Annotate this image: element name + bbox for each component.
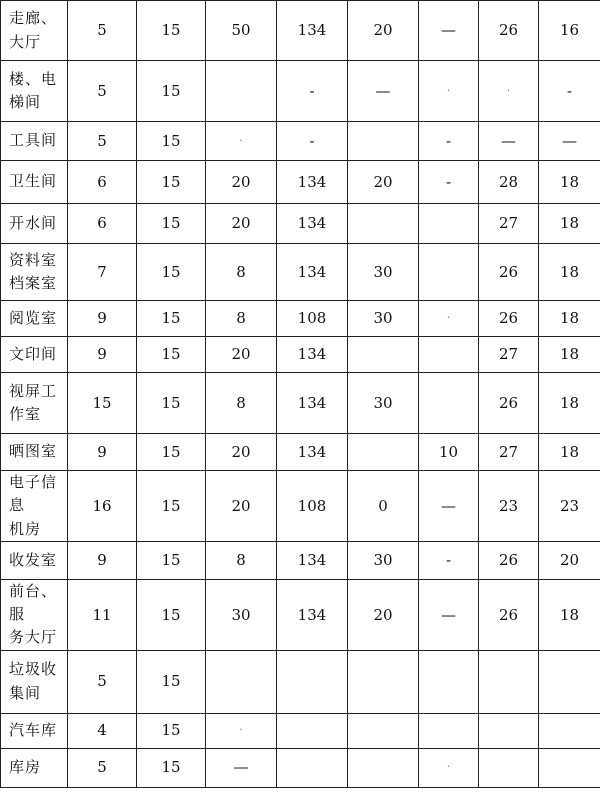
value-cell: 134 [277, 1, 348, 61]
value-cell: 134 [277, 161, 348, 204]
value-cell [348, 337, 419, 373]
value-cell: 26 [479, 1, 539, 61]
value-cell: 20 [348, 161, 419, 204]
value-cell: 134 [277, 434, 348, 471]
value-cell: 27 [479, 204, 539, 244]
value-cell: · [419, 748, 479, 787]
value-cell [419, 204, 479, 244]
value-cell: 108 [277, 471, 348, 542]
value-cell [479, 748, 539, 787]
value-cell [539, 713, 600, 748]
value-cell: 9 [68, 301, 137, 337]
value-cell [277, 713, 348, 748]
table-row [1, 204, 600, 244]
value-cell: 15 [137, 1, 206, 61]
value-cell: 26 [479, 301, 539, 337]
value-cell: 0 [348, 471, 419, 542]
value-cell: 23 [479, 471, 539, 542]
value-cell: 15 [137, 713, 206, 748]
value-cell: 5 [68, 61, 137, 122]
value-cell: 15 [137, 244, 206, 301]
value-cell [348, 713, 419, 748]
room-name-cell: 电子信息 机房 [1, 471, 68, 542]
value-cell: 18 [539, 434, 600, 471]
value-cell: 28 [479, 161, 539, 204]
table-row [1, 471, 600, 542]
value-cell: 5 [68, 122, 137, 161]
value-cell: 5 [68, 650, 137, 713]
value-cell [348, 748, 419, 787]
table-row [1, 161, 600, 204]
table-row [1, 713, 600, 748]
value-cell [206, 61, 277, 122]
table-row [1, 301, 600, 337]
value-cell: 7 [68, 244, 137, 301]
value-cell: 134 [277, 373, 348, 434]
value-cell: 16 [68, 471, 137, 542]
value-cell: · [479, 61, 539, 122]
value-cell: 134 [277, 204, 348, 244]
value-cell: 18 [539, 244, 600, 301]
value-cell: 9 [68, 434, 137, 471]
table-row [1, 541, 600, 579]
room-name-cell: 库房 [1, 748, 68, 787]
value-cell: 30 [348, 244, 419, 301]
value-cell [419, 713, 479, 748]
value-cell: 26 [479, 541, 539, 579]
value-cell: 15 [137, 161, 206, 204]
value-cell: 8 [206, 373, 277, 434]
value-cell: 15 [137, 579, 206, 650]
table-row [1, 1, 600, 61]
value-cell: 15 [137, 301, 206, 337]
table-row [1, 61, 600, 122]
value-cell: 15 [68, 373, 137, 434]
value-cell: 15 [137, 337, 206, 373]
value-cell: 15 [137, 434, 206, 471]
value-cell: 8 [206, 244, 277, 301]
room-name-cell: 工具间 [1, 122, 68, 161]
value-cell: 15 [137, 204, 206, 244]
value-cell: 20 [206, 337, 277, 373]
value-cell: - [419, 161, 479, 204]
value-cell: — [419, 579, 479, 650]
value-cell: - [277, 61, 348, 122]
value-cell: 20 [539, 541, 600, 579]
table-row [1, 579, 600, 650]
room-name-cell: 视屏工 作室 [1, 373, 68, 434]
room-name-cell: 资料室 档案室 [1, 244, 68, 301]
room-name-cell: 汽车库 [1, 713, 68, 748]
value-cell: 9 [68, 541, 137, 579]
room-name-cell: 垃圾收 集间 [1, 650, 68, 713]
value-cell [419, 650, 479, 713]
table-row [1, 373, 600, 434]
value-cell [277, 650, 348, 713]
table-row [1, 748, 600, 787]
value-cell: 20 [206, 204, 277, 244]
value-cell: 6 [68, 204, 137, 244]
value-cell [539, 650, 600, 713]
value-cell: 18 [539, 161, 600, 204]
value-cell [479, 650, 539, 713]
value-cell: 20 [206, 471, 277, 542]
value-cell: 18 [539, 373, 600, 434]
value-cell: 15 [137, 650, 206, 713]
value-cell [348, 122, 419, 161]
value-cell: - [277, 122, 348, 161]
value-cell [206, 650, 277, 713]
value-cell: 15 [137, 61, 206, 122]
table-row [1, 434, 600, 471]
table-row [1, 650, 600, 713]
value-cell: 5 [68, 1, 137, 61]
value-cell: 26 [479, 244, 539, 301]
value-cell: - [419, 122, 479, 161]
value-cell: · [206, 713, 277, 748]
value-cell: 20 [348, 579, 419, 650]
value-cell: 18 [539, 301, 600, 337]
value-cell: — [539, 122, 600, 161]
room-name-cell: 文印间 [1, 337, 68, 373]
value-cell: · [206, 122, 277, 161]
value-cell: 27 [479, 434, 539, 471]
value-cell: 18 [539, 204, 600, 244]
value-cell: - [539, 61, 600, 122]
value-cell: 30 [348, 373, 419, 434]
value-cell: 15 [137, 122, 206, 161]
value-cell [277, 748, 348, 787]
value-cell: 27 [479, 337, 539, 373]
room-name-cell: 开水间 [1, 204, 68, 244]
value-cell: · [419, 301, 479, 337]
room-name-cell: 晒图室 [1, 434, 68, 471]
value-cell: 26 [479, 373, 539, 434]
value-cell: 30 [348, 541, 419, 579]
value-cell: — [419, 471, 479, 542]
room-name-cell: 卫生间 [1, 161, 68, 204]
value-cell: 10 [419, 434, 479, 471]
value-cell: 15 [137, 471, 206, 542]
value-cell: 108 [277, 301, 348, 337]
room-name-cell: 前台、服 务大厅 [1, 579, 68, 650]
value-cell: — [419, 1, 479, 61]
value-cell: 15 [137, 541, 206, 579]
value-cell: 18 [539, 337, 600, 373]
value-cell: 15 [137, 748, 206, 787]
value-cell: 134 [277, 337, 348, 373]
value-cell: — [206, 748, 277, 787]
value-cell: 134 [277, 244, 348, 301]
value-cell: 8 [206, 541, 277, 579]
room-name-cell: 收发室 [1, 541, 68, 579]
value-cell: 15 [137, 373, 206, 434]
value-cell: - [419, 541, 479, 579]
value-cell: 20 [206, 161, 277, 204]
value-cell: 134 [277, 579, 348, 650]
value-cell: 30 [348, 301, 419, 337]
value-cell: 26 [479, 579, 539, 650]
value-cell: — [479, 122, 539, 161]
value-cell: 134 [277, 541, 348, 579]
value-cell: 4 [68, 713, 137, 748]
value-cell: — [348, 61, 419, 122]
value-cell: 9 [68, 337, 137, 373]
value-cell: · [419, 61, 479, 122]
value-cell [479, 713, 539, 748]
value-cell: 23 [539, 471, 600, 542]
table-body [1, 1, 600, 788]
value-cell [419, 373, 479, 434]
value-cell: 20 [206, 434, 277, 471]
value-cell: 18 [539, 579, 600, 650]
value-cell: 20 [348, 1, 419, 61]
value-cell: 50 [206, 1, 277, 61]
value-cell: 8 [206, 301, 277, 337]
value-cell [348, 434, 419, 471]
table-row [1, 337, 600, 373]
value-cell: 11 [68, 579, 137, 650]
value-cell [419, 244, 479, 301]
value-cell [419, 337, 479, 373]
value-cell: 6 [68, 161, 137, 204]
value-cell: 5 [68, 748, 137, 787]
value-cell: 30 [206, 579, 277, 650]
room-name-cell: 走廊、 大厅 [1, 1, 68, 61]
room-name-cell: 阅览室 [1, 301, 68, 337]
room-name-cell: 楼、电 梯间 [1, 61, 68, 122]
value-cell: 16 [539, 1, 600, 61]
value-cell [348, 650, 419, 713]
table-row [1, 244, 600, 301]
value-cell [348, 204, 419, 244]
value-cell [539, 748, 600, 787]
table-row [1, 122, 600, 161]
